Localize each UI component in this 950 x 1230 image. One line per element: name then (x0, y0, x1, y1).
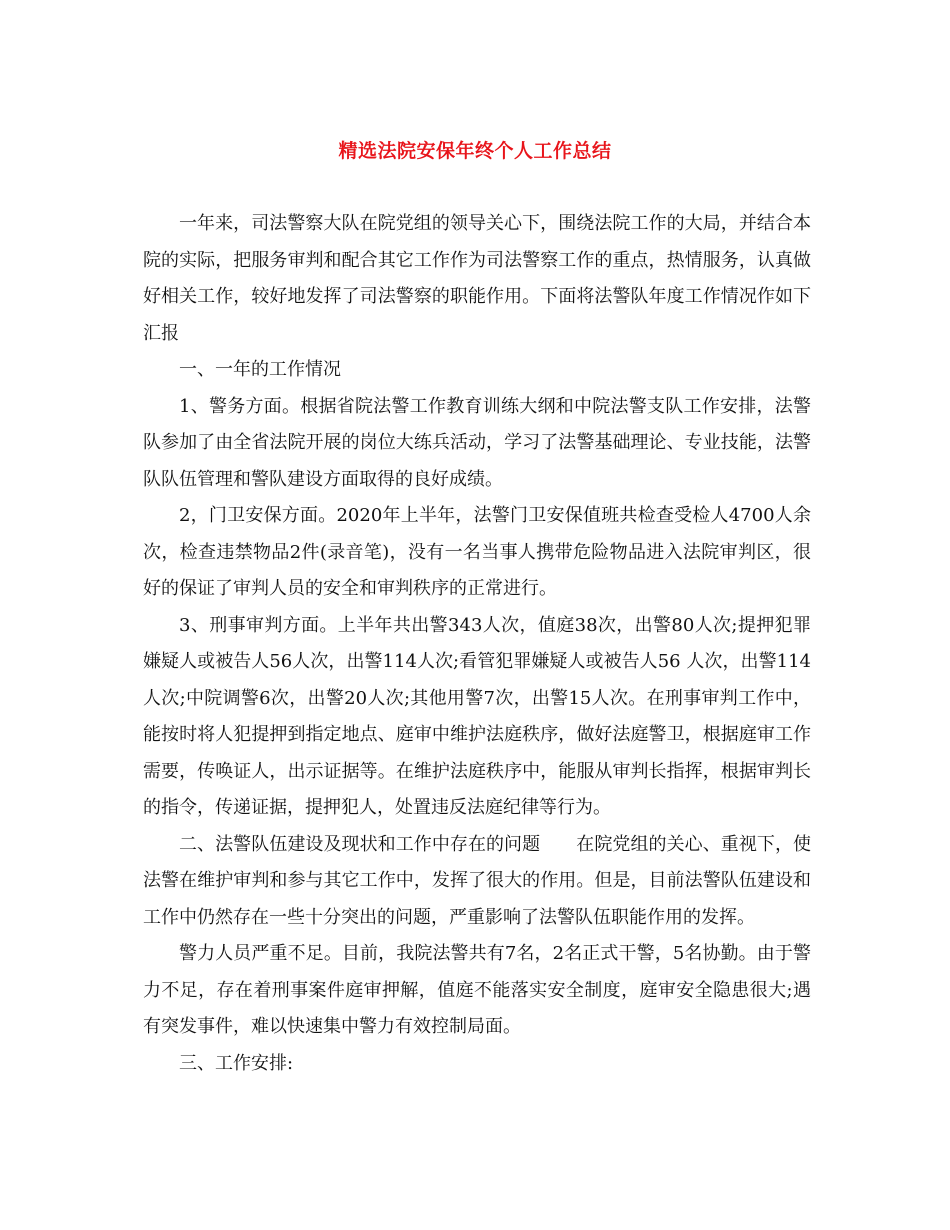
paragraph-criminal-trial: 3、刑事审判方面。上半年共出警343人次，值庭38次，出警80人次;提押犯罪嫌疑人或被告人56人次，出警114人次;看管犯罪嫌疑人或被告人56 人次，出警114人次;中院调警6次，出警20人次;其他用警7次，出警15人次。在刑事审判工作中，能按时将人犯提押到指定地点、庭审中维护法庭秩序，做好法庭警卫，根据庭审工作需要，传唤证人，出示证据等。在维护法庭秩序中，能服从审判长指挥，根据审判长的指令，传递证据，提押犯人，处置违反法庭纪律等行为。 (143, 614, 811, 818)
paragraph-team-issues: 二、法警队伍建设及现状和工作中存在的问题 在院党组的关心、重视下，使法警在维护审判和参与其它工作中，发挥了很大的作用。但是，目前法警队伍建设和工作中仍然存在一些十分突出的问题，严重影响了法警队伍职能作用的发挥。 (143, 833, 811, 928)
document-body (143, 206, 811, 1082)
section-heading-1: 一、一年的工作情况 (179, 359, 341, 380)
section-heading-3: 三、工作安排: (179, 1052, 294, 1074)
paragraph-staff-shortage: 警力人员严重不足。目前，我院法警共有7名，2名正式干警，5名协勤。由于警力不足，存在着刑事案件庭审押解，值庭不能落实安全制度，庭审安全隐患很大;遇有突发事件，难以快速集中警力有效控制局面。 (143, 943, 811, 1037)
paragraph-police-affairs: 1、警务方面。根据省院法警工作教育训练大纲和中院法警支队工作安排，法警队参加了由全省法院开展的岗位大练兵活动，学习了法警基础理论、专业技能，法警队队伍管理和警队建设方面取得的良好成绩。 (143, 395, 811, 490)
document-title: 精选法院安保年终个人工作总结 (338, 140, 612, 162)
paragraph-gate-security: 2，门卫安保方面。2020年上半年，法警门卫安保值班共检查受检人4700人余次，检查违禁物品2件(录音笔)，没有一名当事人携带危险物品进入法院审判区，很好的保证了审判人员的安全和审判秩序的正常进行。 (143, 505, 811, 599)
paragraph-intro: 一年来，司法警察大队在院党组的领导关心下，围绕法院工作的大局，并结合本院的实际，把服务审判和配合其它工作作为司法警察工作的重点，热情服务，认真做好相关工作，较好地发挥了司法警察的职能作用。下面将法警队年度工作情况作如下汇报 (143, 213, 811, 344)
